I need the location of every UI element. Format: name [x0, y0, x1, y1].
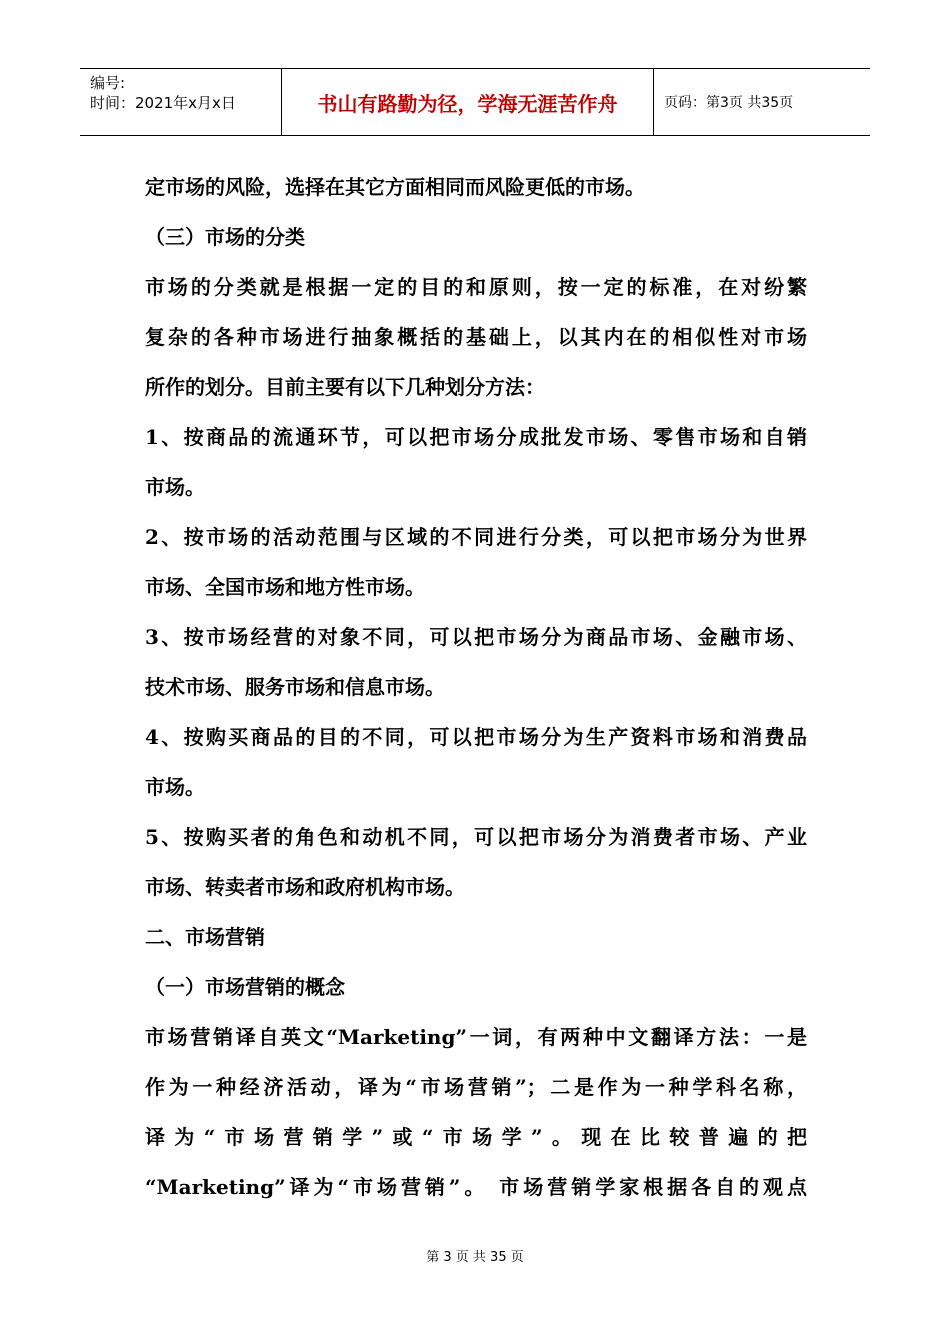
- number-label: 编号:: [90, 74, 126, 92]
- list-item-cont: 市场、全国市场和地方性市场。: [145, 575, 425, 599]
- body-line: 市场营销译自英文“Marketing”一词，有两种中文翻译方法：一是: [145, 1025, 807, 1049]
- list-item-cont: 技术市场、服务市场和信息市场。: [145, 675, 445, 699]
- body-line: 复杂的各种市场进行抽象概括的基础上，以其内在的相似性对市场: [145, 325, 807, 349]
- header-motto: 书山有路勤为径，学海无涯苦作舟: [282, 69, 654, 135]
- body-line: “Marketing”译为“市场营销”。 市场营销学家根据各自的观点: [145, 1175, 807, 1199]
- body-line: 译为“市场营销学”或“市场学”。现在比较普遍的把: [145, 1125, 807, 1149]
- list-item-cont: 市场。: [145, 775, 205, 799]
- subsection-heading: （一）市场营销的概念: [145, 975, 345, 999]
- page-footer: 第 3 页 共 35 页: [426, 1250, 524, 1265]
- list-item: 5、按购买者的角色和动机不同，可以把市场分为消费者市场、产业: [145, 825, 807, 849]
- body-line: 所作的划分。目前主要有以下几种划分方法：: [145, 375, 545, 399]
- list-item: 2、按市场的活动范围与区域的不同进行分类，可以把市场分为世界: [145, 525, 807, 549]
- list-item: 4、按购买商品的目的不同，可以把市场分为生产资料市场和消费品: [145, 725, 807, 749]
- body-line: 市场的分类就是根据一定的目的和原则，按一定的标准，在对纷繁: [145, 275, 807, 299]
- page-header: [80, 68, 870, 136]
- list-item: 3、按市场经营的对象不同，可以把市场分为商品市场、金融市场、: [145, 625, 807, 649]
- time-label: 时间：2021年x月x日: [90, 94, 236, 112]
- document-body: [145, 162, 807, 1212]
- header-page-info: 页码：第3页 共35页: [664, 95, 794, 111]
- list-item-cont: 市场、转卖者市场和政府机构市场。: [145, 875, 465, 899]
- list-item: 1、按商品的流通环节，可以把市场分成批发市场、零售市场和自销: [145, 425, 807, 449]
- list-item-cont: 市场。: [145, 475, 205, 499]
- body-line: 作为一种经济活动，译为“市场营销”；二是作为一种学科名称，: [145, 1075, 807, 1099]
- section-heading: 二、市场营销: [145, 925, 265, 949]
- section-heading: （三）市场的分类: [145, 225, 305, 249]
- header-meta: [80, 69, 282, 135]
- body-line: 定市场的风险，选择在其它方面相同而风险更低的市场。: [145, 175, 645, 199]
